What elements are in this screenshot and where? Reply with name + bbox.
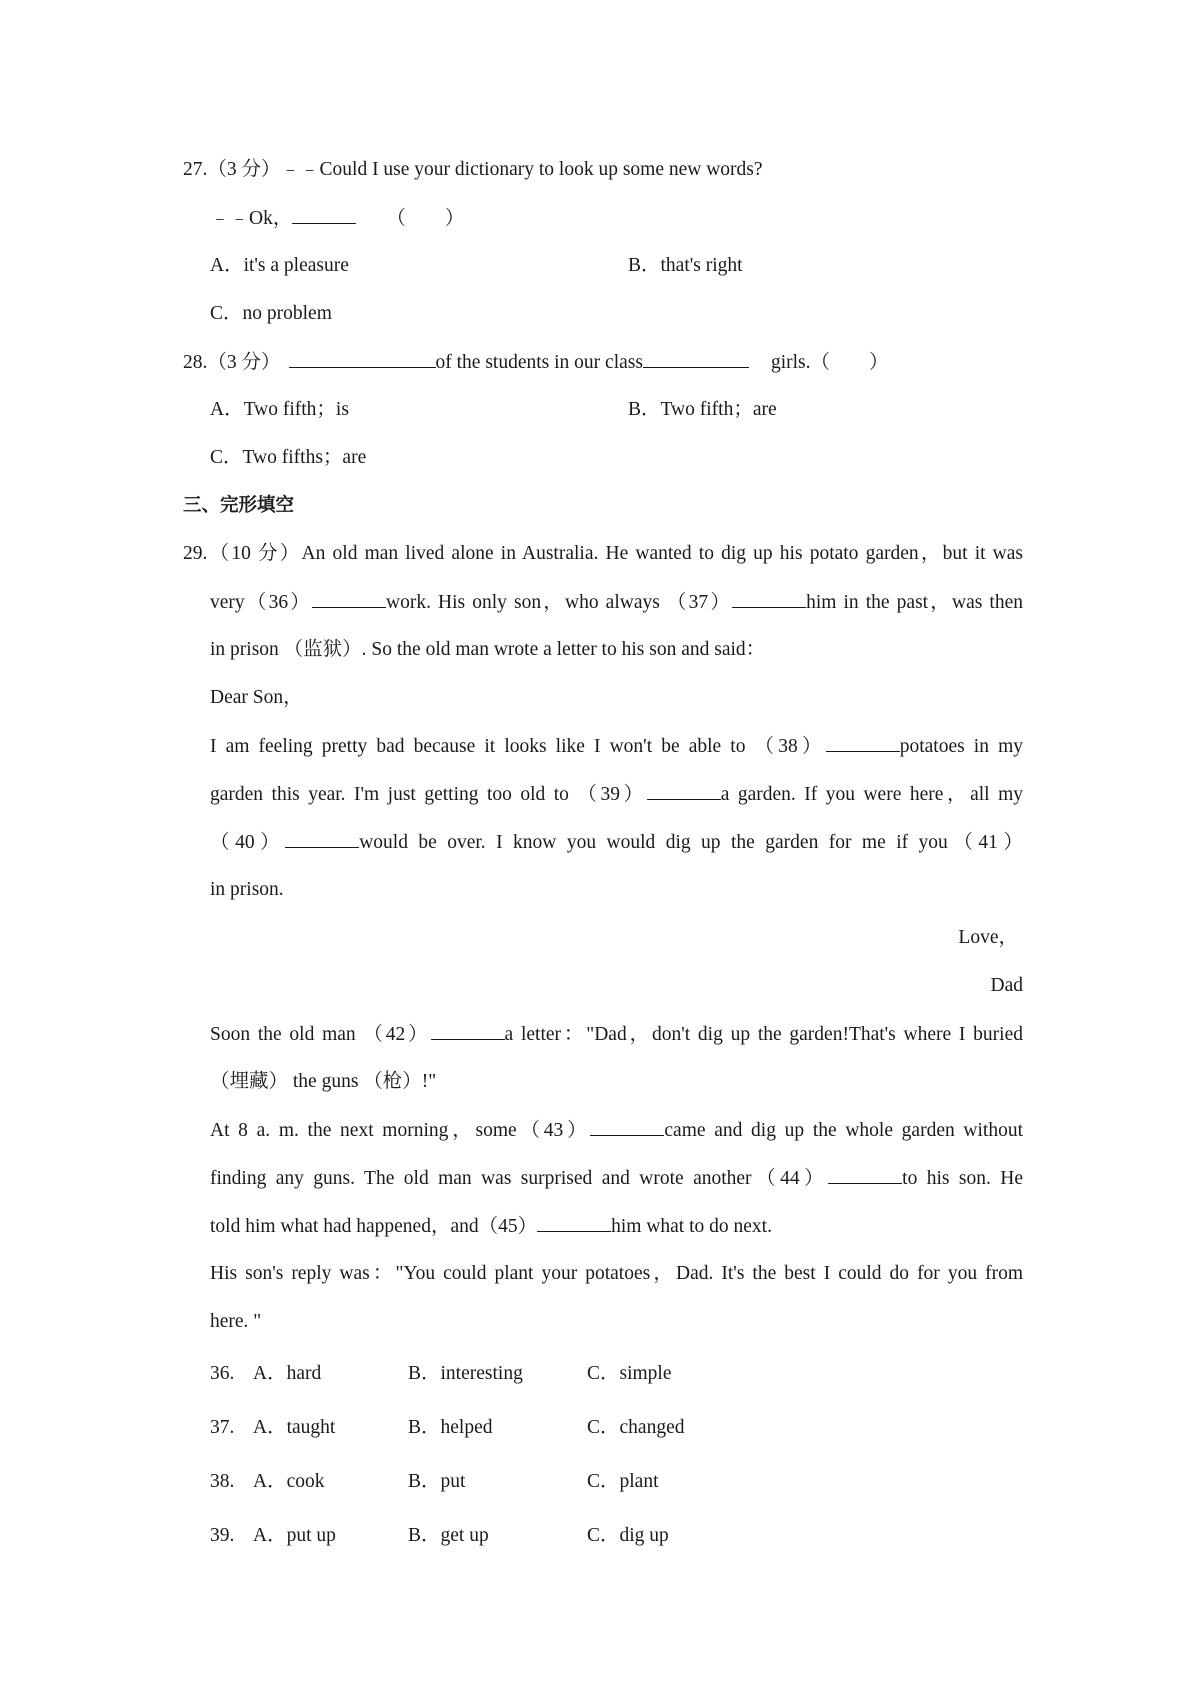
choice-option-a[interactable]: A．hard xyxy=(253,1363,322,1384)
q27-score: （3 分） xyxy=(207,159,281,180)
letter-line-1 xyxy=(210,733,1023,760)
letter-salutation: Dear Son， xyxy=(210,687,303,708)
letter-line-1-text-a: I am feeling pretty bad because it looks like I won't be able to （38） xyxy=(210,736,826,757)
choice-number: 39. xyxy=(210,1525,235,1546)
letter-line-2 xyxy=(210,781,1023,808)
q29-line-1: 29.（10 分）An old man lived alone in Australia. He wanted to dig up his potato garden，but it was xyxy=(183,543,1023,564)
blank-44[interactable] xyxy=(828,1165,902,1184)
letter-line-2-text-a: garden this year. I'm just getting too old to （39） xyxy=(210,784,647,805)
q28-option-b[interactable]: B．Two fifth；are xyxy=(628,399,777,420)
p3-line-3-text-a: told him what had happened，and（45） xyxy=(210,1216,538,1237)
q27-reply-line xyxy=(210,205,464,232)
q29-line-2-text-b: work. His only son，who always （37） xyxy=(386,592,733,613)
choice-option-c[interactable]: C．plant xyxy=(587,1471,659,1492)
q29-line-3: in prison （监狱）. So the old man wrote a letter to his son and said： xyxy=(210,639,766,660)
choice-option-c[interactable]: C．dig up xyxy=(587,1525,669,1546)
letter-closing: Love， xyxy=(958,927,1018,948)
p2-text-b: a letter："Dad，don't dig up the garden!That's where I buried xyxy=(504,1024,1023,1045)
blank-39[interactable] xyxy=(647,781,721,800)
p3-text-b: came and dig up the whole garden without xyxy=(664,1120,1023,1141)
blank-38[interactable] xyxy=(826,733,900,752)
q27-option-a[interactable]: A．it's a pleasure xyxy=(210,255,349,276)
choice-number: 38. xyxy=(210,1471,235,1492)
blank-36[interactable] xyxy=(312,589,386,608)
choice-option-a[interactable]: A．put up xyxy=(253,1525,336,1546)
q27-reply-prefix: ﹣﹣Ok， xyxy=(210,208,293,229)
choice-option-a[interactable]: A．taught xyxy=(253,1417,336,1438)
q28-option-c[interactable]: C．Two fifths；are xyxy=(210,447,367,468)
choice-option-c[interactable]: C．simple xyxy=(587,1363,672,1384)
p3-text-a: At 8 a. m. the next morning，some（43） xyxy=(210,1120,591,1141)
q28-number: 28. xyxy=(183,352,208,373)
letter-line-3 xyxy=(210,829,1023,856)
q28-text-mid: of the students in our class xyxy=(435,352,643,373)
q27-option-c[interactable]: C．no problem xyxy=(210,303,332,324)
choice-option-c[interactable]: C．changed xyxy=(587,1417,685,1438)
q28-text-end: girls.（ ） xyxy=(770,352,889,373)
letter-line-3-text-a: （40） xyxy=(210,832,286,853)
p3-line-3-text-b: him what to do next. xyxy=(611,1216,772,1237)
q27-option-b[interactable]: B．that's right xyxy=(628,255,743,276)
choice-option-b[interactable]: B．interesting xyxy=(408,1363,523,1384)
choice-number: 37. xyxy=(210,1417,235,1438)
q28-blank-1[interactable] xyxy=(289,349,436,368)
blank-43[interactable] xyxy=(590,1117,664,1136)
letter-line-3-text-b: would be over. I know you would dig up the garden for me if you（41） xyxy=(359,832,1023,853)
q28-blank-2[interactable] xyxy=(643,349,749,368)
q29-paragraph-2-line-1 xyxy=(210,1021,1023,1048)
q29-paragraph-3-line-1 xyxy=(210,1117,1023,1144)
q28-option-a[interactable]: A．Two fifth；is xyxy=(210,399,349,420)
q27-stem: ﹣﹣Could I use your dictionary to look up some new words? xyxy=(280,159,763,180)
q28-score: （3 分） xyxy=(207,352,281,373)
q29-paragraph-3-line-3 xyxy=(210,1213,772,1240)
blank-40[interactable] xyxy=(285,829,359,848)
q29-line-2-text-a: very（36） xyxy=(210,592,313,613)
choice-option-a[interactable]: A．cook xyxy=(253,1471,325,1492)
q29-paragraph-4-line-2: here. " xyxy=(210,1311,262,1332)
q29-line-2 xyxy=(210,589,1023,616)
q29-paragraph-2-line-2: （埋藏） the guns （枪）!" xyxy=(210,1071,437,1092)
choice-option-b[interactable]: B．helped xyxy=(408,1417,493,1438)
q29-paragraph-4-line-1: His son's reply was："You could plant your potatoes，Dad. It's the best I could do for you from xyxy=(210,1263,1023,1284)
blank-37[interactable] xyxy=(732,589,806,608)
q27-paren: （ ） xyxy=(386,208,465,229)
p3-line-2-text-a: finding any guns. The old man was surprised and wrote another（44） xyxy=(210,1168,829,1189)
q27-blank[interactable] xyxy=(292,205,356,224)
letter-line-4: in prison. xyxy=(210,879,284,900)
q27-number: 27. xyxy=(183,159,208,180)
choice-option-b[interactable]: B．put xyxy=(408,1471,466,1492)
p2-text-a: Soon the old man （42） xyxy=(210,1024,431,1045)
letter-line-1-text-b: potatoes in my xyxy=(899,736,1023,757)
letter-signature: Dad xyxy=(990,975,1023,996)
letter-line-2-text-b: a garden. If you were here，all my xyxy=(720,784,1023,805)
blank-45[interactable] xyxy=(537,1213,611,1232)
blank-42[interactable] xyxy=(431,1021,505,1040)
section-heading-cloze: 三、完形填空 xyxy=(183,495,295,516)
choice-option-b[interactable]: B．get up xyxy=(408,1525,489,1546)
q27-stem-line xyxy=(183,157,763,183)
choice-number: 36. xyxy=(210,1363,235,1384)
q29-line-2-text-c: him in the past，was then xyxy=(806,592,1024,613)
q28-stem-line xyxy=(183,349,889,376)
q29-paragraph-3-line-2 xyxy=(210,1165,1023,1192)
p3-line-2-text-b: to his son. He xyxy=(902,1168,1023,1189)
